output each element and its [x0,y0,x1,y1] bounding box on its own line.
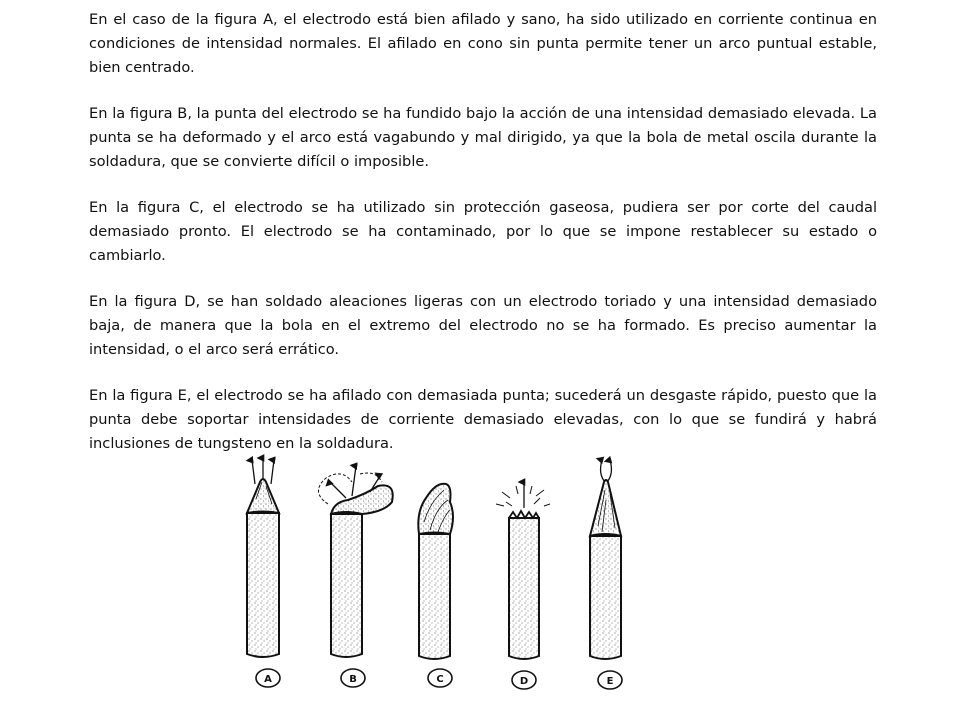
electrode-d [496,482,550,659]
paragraph-figure-d: En la figura D, se han soldado aleaciones ligeras con un electrodo toriado y una intensidad demasiado baja, de manera que la bola en el extremo del electrodo no se ha formado. Es preciso aumentar la intensidad, o el arco será errático. [89,293,877,358]
electrode-c [418,484,453,659]
figure-label-a-text: A [264,674,272,685]
electrode-e [590,460,621,659]
text-block [89,8,877,478]
figure-label-a [256,669,280,687]
electrode-b [318,466,392,657]
electrode-figures [200,452,720,714]
electrode-a [247,458,279,657]
figure-label-d [512,671,536,689]
figure-label-c-text: C [436,674,444,685]
paragraph-figure-b: En la figura B, la punta del electrodo se ha fundido bajo la acción de una intensidad demasiado elevada. La punta se ha deformado y el arco está vagabundo y mal dirigido, ya que la bola de metal oscila durante la soldadura, que se convierte difícil o imposible. [89,105,877,170]
figure-label-d-text: D [519,676,529,687]
paragraph-figure-a: En el caso de la figura A, el electrodo está bien afilado y sano, ha sido utilizado en corriente continua en condiciones de intensidad normales. El afilado en cono sin punta permite tener un arco puntual estable, bien centrado. [89,11,877,76]
figure-label-b-text: B [349,674,357,685]
paragraph-figure-c: En la figura C, el electrodo se ha utilizado sin protección gaseosa, pudiera ser por corte del caudal demasiado pronto. El electrodo se ha contaminado, por lo que se impone restablecer su estado o cambiarlo. [89,199,877,264]
figure-label-e-text: E [606,676,614,687]
figure-label-e [598,671,622,689]
paragraph-figure-e: En la figura E, el electrodo se ha afilado con demasiada punta; sucederá un desgaste rápido, puesto que la punta debe soportar intensidades de corriente demasiado elevadas, con lo que se fundirá y habrá inclusiones de tungsteno en la soldadura. [89,387,877,452]
figure-label-c [428,669,452,687]
figure-label-b [341,669,365,687]
